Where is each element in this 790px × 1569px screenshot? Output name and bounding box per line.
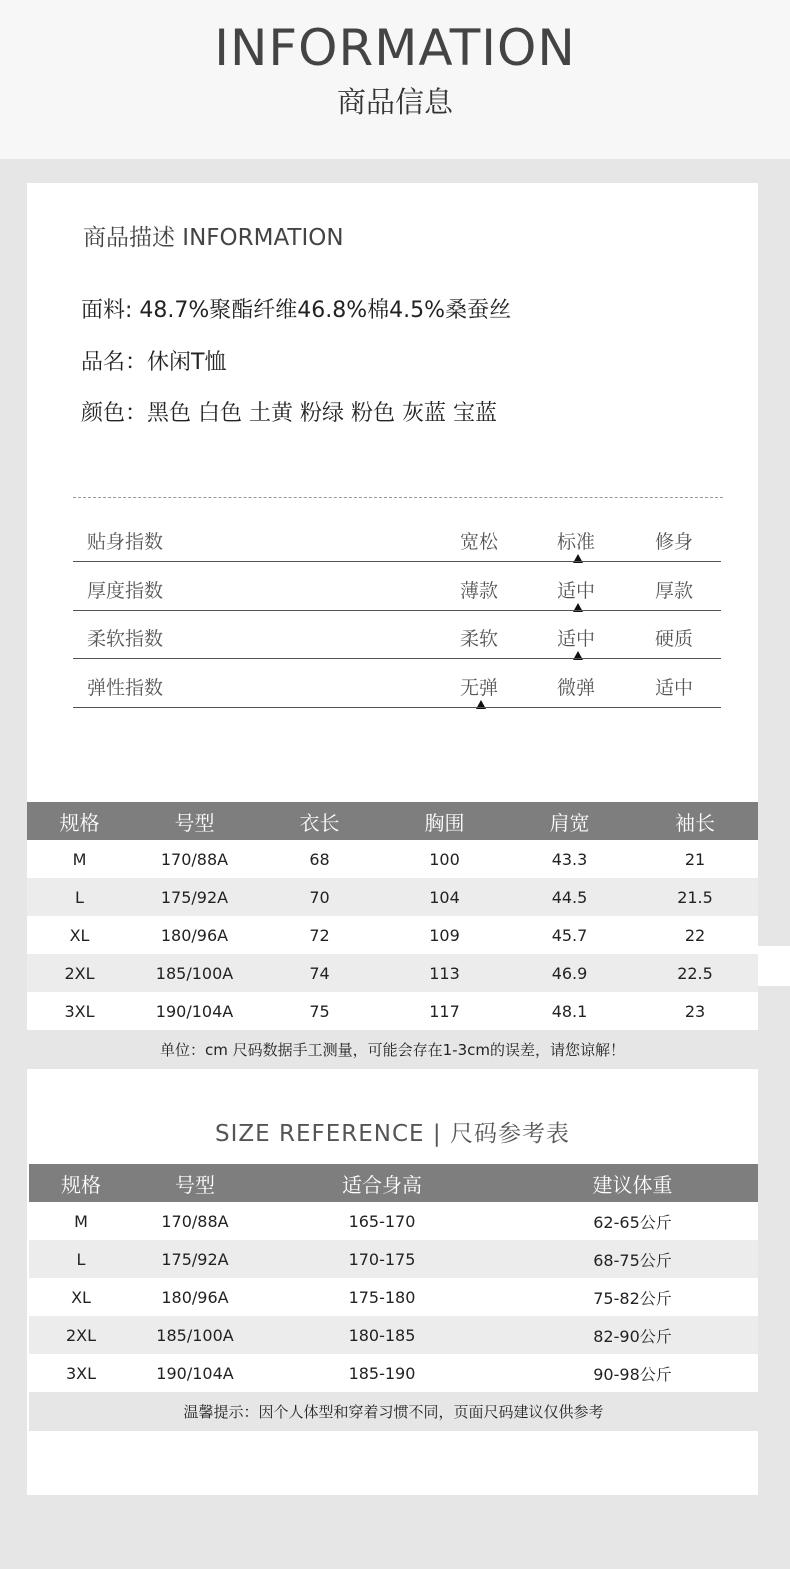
column-header: 规格 [29, 1164, 133, 1202]
table-cell: 100 [429, 849, 460, 869]
index-option: 硬质 [655, 628, 694, 650]
table-note-row [27, 1030, 758, 1069]
table-note: 温馨提示：因个人体型和穿着习惯不同，页面尺码建议仅供参考 [29, 1392, 758, 1431]
index-option: 无弹 [460, 677, 499, 699]
column-header: 规格 [27, 802, 132, 840]
table-cell: 190/104A [155, 1001, 234, 1021]
table-cell: 46.9 [507, 954, 632, 992]
table-cell: 82-90公斤 [507, 1316, 758, 1354]
column-header: 号型 [132, 802, 257, 840]
index-option: 适中 [655, 677, 694, 699]
table-cell: 175-180 [348, 1287, 416, 1307]
index-divider [73, 658, 721, 659]
column-header: 号型 [133, 1164, 257, 1202]
table-cell: 175/92A [133, 1240, 257, 1278]
table-row [27, 992, 758, 1030]
table-cell: 75 [309, 1001, 330, 1021]
index-option: 宽松 [460, 531, 499, 553]
table-cell: 43.3 [551, 849, 588, 869]
table-cell: 113 [382, 954, 507, 992]
table-cell: 190/104A [156, 1363, 234, 1383]
table-cell: 165-170 [348, 1211, 416, 1231]
table-row [27, 954, 758, 992]
table-cell: 104 [382, 878, 507, 916]
column-header: 建议体重 [507, 1164, 758, 1202]
table-row [29, 1240, 758, 1278]
column-header: 肩宽 [507, 802, 632, 840]
header-title-cn: 商品信息 [336, 85, 453, 119]
table-cell: 185/100A [132, 954, 257, 992]
table-cell: L [29, 1240, 133, 1278]
index-option: 微弹 [557, 677, 596, 699]
table-row [27, 840, 758, 878]
index-row [73, 660, 721, 708]
fabric-text: 面料: 48.7%聚酯纤维46.8%棉4.5%桑蚕丝 [81, 298, 512, 323]
table-row [27, 916, 758, 954]
reference-title: SIZE REFERENCE | 尺码参考表 [215, 1121, 570, 1147]
table-row [29, 1278, 758, 1316]
table-cell: 109 [429, 925, 460, 945]
column-header: 适合身高 [257, 1164, 507, 1202]
table-cell: 45.7 [551, 925, 588, 945]
index-option: 适中 [557, 580, 596, 602]
table-cell: 72 [309, 925, 330, 945]
index-option: 标准 [557, 531, 596, 553]
table-cell: 2XL [27, 954, 132, 992]
table-cell: M [72, 849, 87, 869]
table-cell: 117 [429, 1001, 460, 1021]
table-cell: 170/88A [160, 849, 229, 869]
index-name: 弹性指数 [87, 677, 164, 699]
table-cell: 68 [309, 849, 330, 869]
table-cell: 170-175 [257, 1240, 507, 1278]
index-option: 薄款 [460, 580, 499, 602]
index-name: 贴身指数 [87, 531, 164, 553]
index-option: 修身 [655, 531, 694, 553]
index-option: 柔软 [460, 628, 499, 650]
description-title: 商品描述 INFORMATION [83, 225, 344, 251]
index-option: 厚款 [655, 580, 694, 602]
table-cell: 75-82公斤 [593, 1288, 672, 1308]
table-cell: 70 [257, 878, 382, 916]
table-cell: 90-98公斤 [593, 1364, 672, 1384]
index-divider [73, 561, 721, 562]
table-cell: 170/88A [161, 1211, 229, 1231]
index-name: 柔软指数 [87, 628, 164, 650]
product-name-text: 品名：休闲T恤 [81, 350, 227, 375]
size-table [27, 802, 758, 1069]
table-cell: L [27, 878, 132, 916]
index-name: 厚度指数 [87, 580, 164, 602]
table-cell: 180/96A [160, 925, 229, 945]
table-cell: 21 [684, 849, 706, 869]
size-table-header [27, 802, 758, 840]
index-divider [73, 707, 721, 708]
table-note-row [29, 1392, 758, 1431]
table-cell: 21.5 [632, 878, 758, 916]
colors-text: 颜色：黑色 白色 土黄 粉绿 粉色 灰蓝 宝蓝 [81, 401, 497, 426]
table-cell: 22 [684, 925, 706, 945]
table-cell: 44.5 [507, 878, 632, 916]
table-cell: 23 [684, 1001, 706, 1021]
reference-table-header [29, 1164, 758, 1202]
table-cell: 180-185 [257, 1316, 507, 1354]
table-cell: 3XL [64, 1001, 95, 1021]
table-cell: 180/96A [161, 1287, 229, 1307]
header-title-en: INFORMATION [214, 19, 576, 77]
table-cell: M [74, 1211, 88, 1231]
dashed-divider [73, 497, 723, 498]
index-row [73, 611, 721, 659]
edge-notch [758, 946, 790, 986]
table-cell: 68-75公斤 [507, 1240, 758, 1278]
page-header [0, 0, 790, 159]
table-cell: XL [71, 1287, 91, 1307]
info-card [27, 183, 758, 1495]
index-row [73, 563, 721, 611]
table-cell: 175/92A [132, 878, 257, 916]
table-cell: 2XL [29, 1316, 133, 1354]
index-row [73, 514, 721, 562]
table-cell: 185/100A [133, 1316, 257, 1354]
table-cell: 48.1 [551, 1001, 588, 1021]
table-row [29, 1354, 758, 1392]
table-cell: 3XL [65, 1363, 97, 1383]
table-cell: 74 [257, 954, 382, 992]
table-cell: XL [69, 925, 90, 945]
table-note: 单位：cm 尺码数据手工测量，可能会存在1-3cm的误差，请您谅解！ [27, 1030, 758, 1069]
column-header: 衣长 [257, 802, 382, 840]
table-row [29, 1316, 758, 1354]
table-row [29, 1202, 758, 1240]
table-cell: 185-190 [348, 1363, 416, 1383]
table-cell: 62-65公斤 [593, 1212, 672, 1232]
column-header: 袖长 [632, 802, 758, 840]
column-header: 胸围 [382, 802, 507, 840]
reference-table [29, 1164, 758, 1431]
table-cell: 22.5 [632, 954, 758, 992]
table-row [27, 878, 758, 916]
index-option: 适中 [557, 628, 596, 650]
